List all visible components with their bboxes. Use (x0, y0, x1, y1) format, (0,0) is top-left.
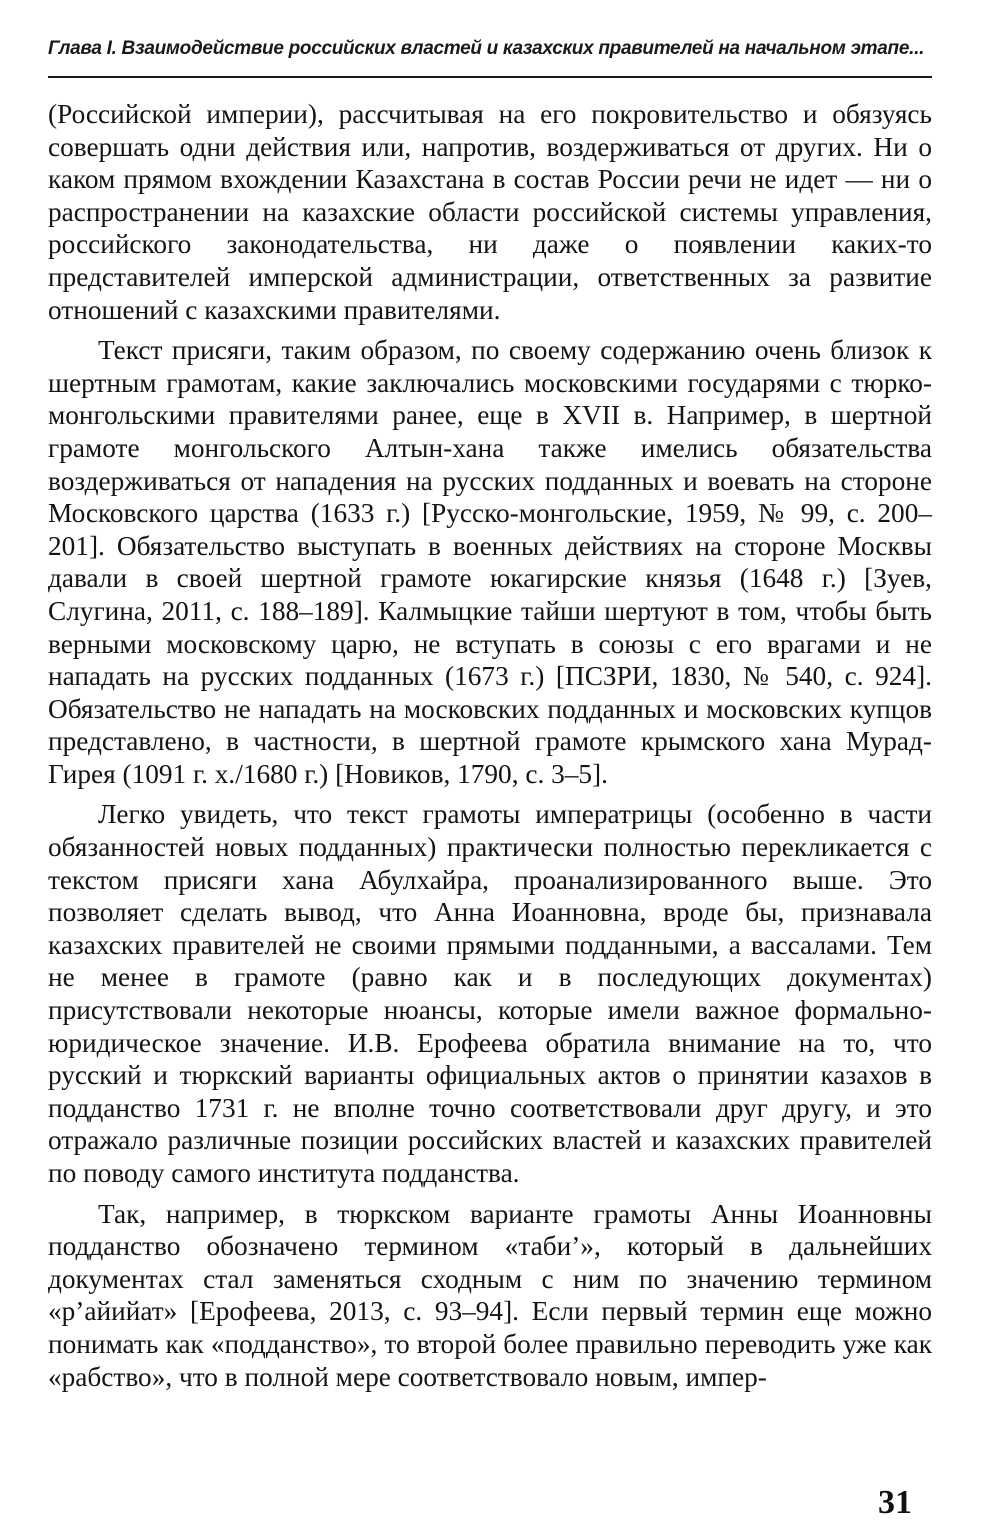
paragraph: Легко увидеть, что текст грамоты императрицы (особенно в части обязанностей новых подданных) практически полностью перекликается с текстом присяги хана Абулхайра, проанализированного выше. Это позволяет сделать вывод, что Анна Иоанновна, вроде бы, признавала казахских правителей не своими прямыми подданными, а вассалами. Тем не менее в грамоте (равно как и в последующих документах) присутствовали некоторые нюансы, которые имели важное формально-юридическое значение. И.В. Ерофеева обратила внимание на то, что русский и тюркский варианты официальных актов о принятии казахов в подданство 1731 г. не вполне точно соответствовали друг другу, и это отражало различные позиции российских властей и казахских правителей по поводу самого института подданства. (48, 799, 932, 1188)
running-header: Глава I. Взаимодействие российских властей и казахских правителей на начальном этапе... (48, 38, 925, 59)
header-rule (48, 76, 932, 78)
paragraph: Так, например, в тюркском варианте грамоты Анны Иоанновны подданство обозначено термином «таби’», который в дальнейших документах стал заменяться сходным с ним по значению термином «р’айийат» [Ерофеева, 2013, с. 93–94]. Если первый термин еще можно понимать как «подданство», то второй более правильно переводить уже как «рабство», что в полной мере соответствовало новым, импер- (48, 1198, 932, 1392)
page-number: 31 (878, 1484, 912, 1521)
body-text (48, 98, 932, 1401)
paragraph: Текст присяги, таким образом, по своему содержанию очень близок к шертным грамотам, какие заключались московскими государями с тюрко-монгольскими правителями ранее, еще в XVII в. Например, в шертной грамоте монгольского Алтын-хана также имелись обязательства воздерживаться от нападения на русских подданных и воевать на стороне Московского царства (1633 г.) [Русско-монгольские, 1959, № 99, с. 200–201]. Обязательство выступать в военных действиях на стороне Москвы давали в своей шертной грамоте юкагирские князья (1648 г.) [Зуев, Слугина, 2011, с. 188–189]. Калмыцкие тайши шертуют в том, чтобы быть верными московскому царю, не вступать в союзы с его врагами и не нападать на русских подданных (1673 г.) [ПСЗРИ, 1830, № 540, с. 924]. Обязательство не нападать на московских подданных и московских купцов представлено, в частности, в шертной грамоте крымского хана Мурад-Гирея (1091 г. х./1680 г.) [Новиков, 1790, с. 3–5]. (48, 335, 932, 789)
paragraph: (Российской империи), рассчитывая на его покровительство и обязуясь совершать одни действия или, напротив, воздерживаться от других. Ни о каком прямом вхождении Казахстана в состав России речи не идет — ни о распространении на казахские области российской системы управления, российского законодательства, ни даже о появлении каких-то представителей имперской администрации, ответственных за развитие отношений с казахскими правителями. (48, 99, 932, 325)
